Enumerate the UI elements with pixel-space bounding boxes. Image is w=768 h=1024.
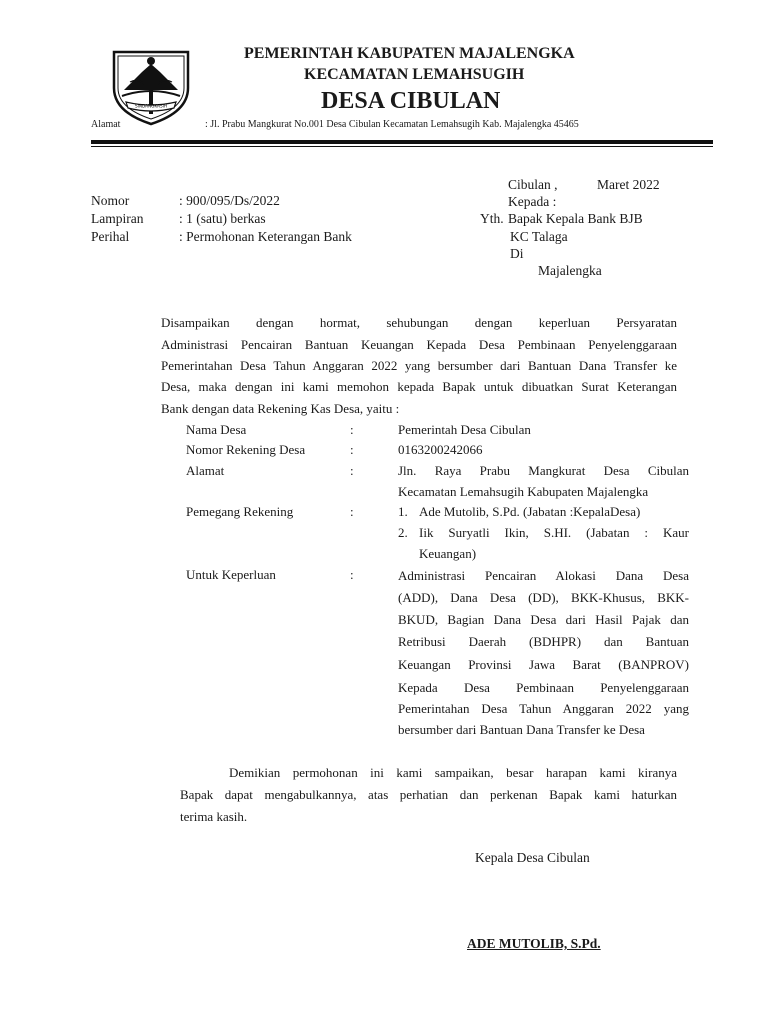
yth-label: Yth. — [480, 211, 504, 226]
pemegang-label: Pemegang Rekening — [186, 504, 294, 519]
keperluan-line: BKUD, Bagian Dana Desa dari Hasil Pajak dan — [398, 612, 689, 627]
letter-place: Cibulan , — [508, 177, 558, 192]
nama-desa-label: Nama Desa — [186, 422, 247, 437]
intro-line: Desa, maka dengan ini kami memohon kepada Bapak untuk dibuatkan Surat Keterangan — [161, 379, 677, 394]
closing-line: terima kasih. — [180, 809, 248, 824]
header-rule-thick — [91, 140, 713, 144]
pemegang-value: Iik Suryatli Ikin, S.HI. (Jabatan : Kaur — [419, 525, 689, 540]
signature-name: ADE MUTOLIB, S.Pd. — [467, 936, 601, 951]
header-district: KECAMATAN LEMAHSUGIH — [304, 66, 525, 83]
colon: : — [350, 422, 354, 437]
nomor-label: Nomor — [91, 193, 130, 208]
nama-desa-value: Pemerintah Desa Cibulan — [398, 422, 531, 437]
intro-line: Pemerintahan Desa Tahun Anggaran 2022 yang bersumber dari Bantuan Dana Transfer ke — [161, 358, 677, 373]
address-label: Alamat — [91, 119, 121, 130]
pemegang-num: 1. — [398, 504, 408, 519]
alamat-value: Kecamatan Lemahsugih Kabupaten Majalengka — [398, 484, 649, 499]
recipient-name: Bapak Kepala Bank BJB — [508, 211, 643, 226]
intro-line: Disampaikan dengan hormat, sehubungan dengan keperluan Persyaratan — [161, 315, 677, 330]
rekening-label: Nomor Rekening Desa — [186, 442, 306, 457]
kepada-label: Kepada : — [508, 194, 557, 209]
alamat-label: Alamat — [186, 463, 225, 478]
keperluan-line: Retribusi Daerah (BDHPR) dan Bantuan — [398, 634, 689, 649]
lampiran-value: : 1 (satu) berkas — [179, 211, 266, 226]
intro-line: Bank dengan data Rekening Kas Desa, yaitu : — [161, 401, 400, 416]
pemegang-num: 2. — [398, 525, 408, 540]
crest-icon — [108, 46, 194, 126]
keperluan-line: Administrasi Pencairan Alokasi Dana Desa — [398, 568, 689, 583]
lampiran-label: Lampiran — [91, 211, 144, 226]
closing-line: Demikian permohonan ini kami sampaikan, besar harapan kami kiranya — [229, 765, 677, 780]
colon: : — [350, 567, 354, 582]
recipient-branch: KC Talaga — [510, 229, 568, 244]
letter-date: Maret 2022 — [597, 177, 660, 192]
keperluan-line: Keuangan Provinsi Jawa Barat (BANPROV) — [398, 657, 689, 672]
logo-motto: SINDANGKASIH — [135, 103, 167, 109]
nomor-value: : 900/095/Ds/2022 — [179, 193, 280, 208]
keperluan-label: Untuk Keperluan — [186, 567, 276, 582]
colon: : — [350, 442, 354, 457]
closing-line: Bapak dapat mengabulkannya, atas perhatian dan perkenan Bapak kami haturkan — [180, 787, 677, 802]
header-government: PEMERINTAH KABUPATEN MAJALENGKA — [244, 45, 575, 62]
pemegang-value: Keuangan) — [419, 546, 477, 561]
address-value: : Jl. Prabu Mangkurat No.001 Desa Cibulan Kecamatan Lemahsugih Kab. Majalengka 45465 — [205, 119, 579, 130]
rekening-value: 0163200242066 — [398, 442, 483, 457]
keperluan-line: bersumber dari Bantuan Dana Transfer ke Desa — [398, 722, 645, 737]
recipient-city: Majalengka — [538, 263, 602, 278]
district-logo — [108, 46, 194, 126]
header-rule-thin — [91, 146, 713, 147]
colon: : — [350, 463, 354, 478]
pemegang-value: Ade Mutolib, S.Pd. (Jabatan :KepalaDesa) — [419, 504, 641, 519]
keperluan-line: Pemerintahan Desa Tahun Anggaran 2022 yang — [398, 701, 689, 716]
header-village: DESA CIBULAN — [321, 88, 501, 114]
di-label: Di — [510, 246, 524, 261]
signature-title: Kepala Desa Cibulan — [475, 850, 590, 865]
perihal-value: : Permohonan Keterangan Bank — [179, 229, 352, 244]
perihal-label: Perihal — [91, 229, 130, 244]
colon: : — [350, 504, 354, 519]
alamat-value: Jln. Raya Prabu Mangkurat Desa Cibulan — [398, 463, 689, 478]
keperluan-line: (ADD), Dana Desa (DD), BKK-Khusus, BKK- — [398, 590, 689, 605]
intro-line: Administrasi Pencairan Bantuan Keuangan Kepada Desa Pembinaan Penyelenggaraan — [161, 337, 677, 352]
keperluan-line: Kepada Desa Pembinaan Penyelenggaraan — [398, 680, 689, 695]
